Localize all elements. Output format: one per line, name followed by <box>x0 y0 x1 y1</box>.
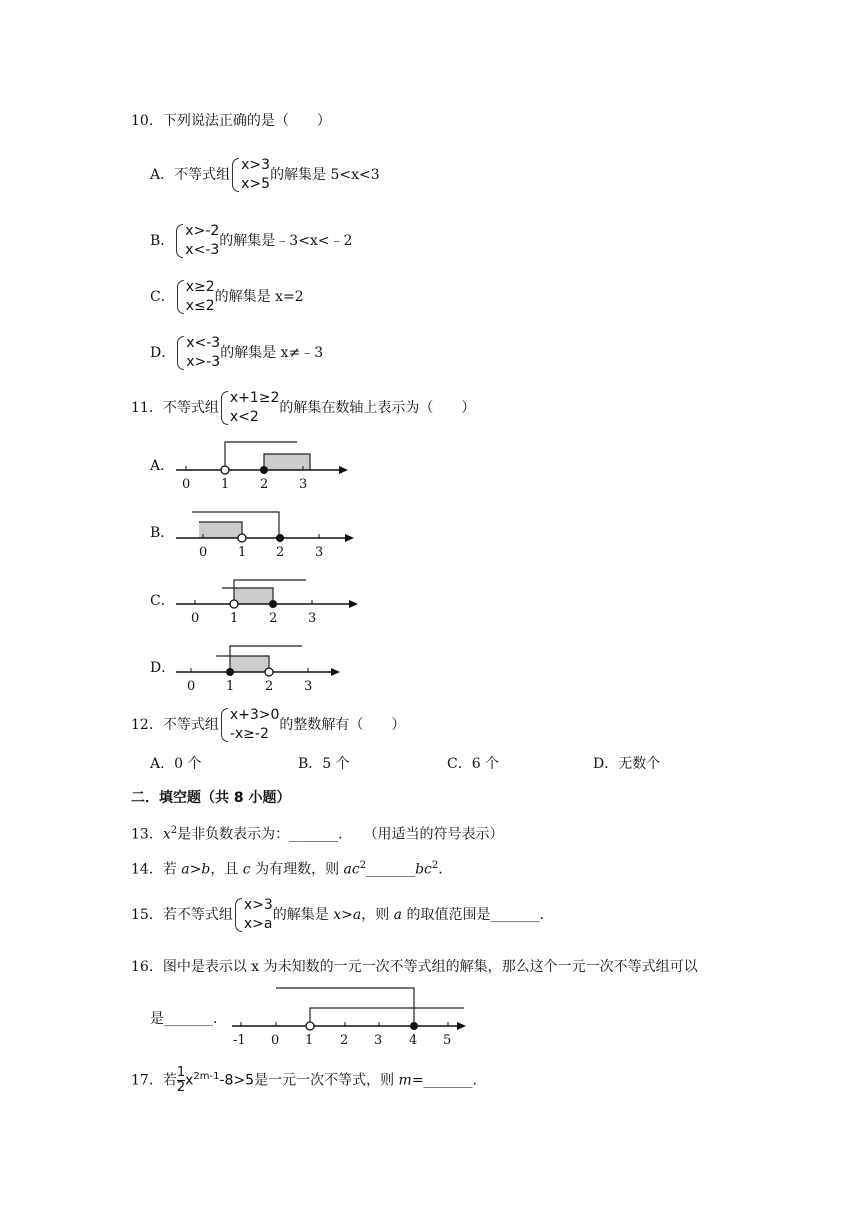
option-label: B． <box>150 233 175 249</box>
tick-label: 5 <box>443 1033 452 1046</box>
q13-text: 是非负数表示为：_______. （用适当的符号表示） <box>177 826 504 843</box>
inequality-system <box>233 896 273 934</box>
q13-exponent: 2 <box>170 825 178 836</box>
q16-line2: 是_______. <box>150 1011 218 1027</box>
q17-var-m: m <box>398 1072 412 1089</box>
q15-text: 的取值范围是_______. <box>402 907 544 923</box>
system-line: x+1≥2 <box>229 390 280 406</box>
q11-option-a-label: A． <box>150 458 175 474</box>
q10-stem: 10．下列说法正确的是（ ） <box>131 113 331 129</box>
q12-stem <box>131 706 405 744</box>
fraction-denominator: 2 <box>176 1080 186 1095</box>
q10-option-b <box>150 222 352 260</box>
q15-text: 的解集是 <box>272 907 334 923</box>
q15 <box>131 896 544 934</box>
tick-label: 3 <box>374 1033 383 1046</box>
tick-label: 2 <box>269 611 278 626</box>
tick-label: 0 <box>271 1033 280 1046</box>
system-line: x≤2 <box>185 298 215 314</box>
tick-label: 2 <box>260 477 269 492</box>
system-line: -x≥-2 <box>229 726 269 742</box>
q15-solution: x>a <box>333 907 362 923</box>
q14-text: 14．若 <box>131 861 182 878</box>
system-line: x>a <box>243 916 273 932</box>
open-point <box>238 534 246 542</box>
q17-pre: 17．若 <box>131 1072 177 1089</box>
section-heading: 二．填空题（共 8 小题） <box>131 790 291 806</box>
q11-stem <box>131 389 475 427</box>
option-label: D． <box>150 345 176 361</box>
closed-point <box>276 534 284 542</box>
tick-label: 1 <box>230 611 239 626</box>
tick-label: 1 <box>226 679 235 694</box>
q14-exponent: 2 <box>359 860 367 871</box>
q13 <box>131 821 504 845</box>
stem-post: 的整数解有（ ） <box>279 717 406 733</box>
closed-point <box>410 1022 418 1030</box>
tick-label: 4 <box>409 1033 418 1046</box>
tick-label: 1 <box>221 477 230 492</box>
tick-label: 2 <box>265 679 274 694</box>
axis-arrow <box>457 1022 466 1030</box>
q12-choice-d: D．无数个 <box>593 756 661 772</box>
tick-label: 3 <box>315 545 324 560</box>
q10-option-a <box>150 156 380 194</box>
q14-blank: _______ <box>366 861 416 878</box>
number-line-q16 <box>228 980 470 1046</box>
q10-option-c <box>150 278 304 316</box>
tick-label: 0 <box>182 477 191 492</box>
stem-pre: 11．不等式组 <box>131 400 219 416</box>
q15-pre: 15．若不等式组 <box>131 907 233 923</box>
number-line-a <box>172 436 352 492</box>
q13-var: x <box>162 826 171 843</box>
system-line: x<2 <box>229 409 259 425</box>
system-line: x+3>0 <box>229 707 280 723</box>
q11-number-line-b <box>172 504 358 564</box>
tick-label: 0 <box>191 611 200 626</box>
q14-var-a: a <box>181 861 190 878</box>
shaded-region <box>234 588 273 604</box>
axis-arrow <box>349 600 358 608</box>
q16-line1: 16．图中是表示以 x 为未知数的一元一次不等式组的解集，那么这个一元一次不等式组可以 <box>131 959 698 975</box>
inequality-system <box>174 222 219 260</box>
tick-label: -1 <box>233 1033 246 1046</box>
open-point <box>221 466 229 474</box>
inequality-system <box>230 156 270 194</box>
q11-number-line-c <box>172 570 362 630</box>
q17-inequality: -8>5 <box>219 1072 255 1089</box>
system-line: x<-3 <box>185 242 220 258</box>
q14-end: . <box>438 861 443 878</box>
number-line-b <box>172 504 358 560</box>
fraction-numerator: 1 <box>176 1065 186 1080</box>
range-bracket <box>310 1008 464 1026</box>
q14-ac: ac <box>343 861 360 878</box>
q12-choice-b: B．5 个 <box>298 756 350 772</box>
system-line: x>3 <box>241 157 271 173</box>
system-line: x>-2 <box>185 223 220 239</box>
stem-pre: 12．不等式组 <box>131 717 219 733</box>
q17-var: x <box>185 1072 194 1089</box>
stem-post: 的解集在数轴上表示为（ ） <box>279 400 476 416</box>
axis-arrow <box>339 466 348 474</box>
q17 <box>131 1066 477 1095</box>
open-point <box>265 668 273 676</box>
system-line: x>5 <box>241 176 271 192</box>
q14-var-c: c <box>242 861 251 878</box>
system-line: x≥2 <box>185 279 215 295</box>
open-point <box>230 600 238 608</box>
fraction <box>177 1066 185 1095</box>
q11-option-d-label: D． <box>150 660 176 676</box>
shaded-region <box>230 656 269 672</box>
q14-var-b: b <box>201 861 211 878</box>
option-label: C． <box>150 289 175 305</box>
axis-arrow <box>331 668 340 676</box>
q14 <box>131 856 443 880</box>
axis-arrow <box>345 534 354 542</box>
q17-text: =_______. <box>411 1072 478 1089</box>
system-line: x>-3 <box>186 354 221 370</box>
q14-text: ，且 <box>210 861 243 878</box>
q11-option-b-label: B． <box>150 525 175 541</box>
q11-option-c-label: C． <box>150 593 175 609</box>
q14-text: 为有理数，则 <box>250 861 344 878</box>
q14-gt: > <box>189 861 202 878</box>
option-pre: 不等式组 <box>174 167 231 183</box>
tick-label: 3 <box>308 611 317 626</box>
tick-label: 3 <box>299 477 308 492</box>
option-text: 的解集是﹣3<x<﹣2 <box>219 233 353 249</box>
q17-text: 是一元一次不等式，则 <box>254 1072 399 1089</box>
q17-exponent: 2m-1 <box>193 1070 220 1082</box>
inequality-system <box>219 389 280 427</box>
tick-label: 2 <box>340 1033 349 1046</box>
number-line-c <box>172 570 362 626</box>
tick-label: 0 <box>199 545 208 560</box>
open-point <box>306 1022 314 1030</box>
closed-point <box>226 668 234 676</box>
tick-label: 1 <box>238 545 247 560</box>
closed-point <box>260 466 268 474</box>
closed-point <box>269 600 277 608</box>
option-text: 的解集是 5<x<3 <box>270 167 380 183</box>
option-text: 的解集是 x≠﹣3 <box>220 345 324 361</box>
inequality-system <box>175 334 220 372</box>
range-bracket <box>276 988 414 1026</box>
inequality-system <box>175 278 215 316</box>
q15-var-a: a <box>393 907 403 923</box>
q11-number-line-a <box>172 436 352 496</box>
q13-number: 13． <box>131 826 163 843</box>
option-text: 的解集是 x=2 <box>214 289 304 305</box>
tick-label: 2 <box>276 545 285 560</box>
system-line: x>3 <box>243 897 273 913</box>
tick-label: 0 <box>187 679 196 694</box>
q14-exponent: 2 <box>431 860 439 871</box>
shaded-region <box>199 522 242 538</box>
number-line-d <box>172 638 344 694</box>
q11-number-line-d <box>172 638 344 698</box>
option-label: A． <box>150 167 175 183</box>
q10-option-d <box>150 334 323 372</box>
q12-choice-c: C．6 个 <box>447 756 500 772</box>
tick-label: 1 <box>305 1033 314 1046</box>
q15-text: ，则 <box>361 907 394 923</box>
system-line: x<-3 <box>186 335 221 351</box>
q14-bc: bc <box>415 861 432 878</box>
tick-label: 3 <box>304 679 313 694</box>
q16-number-line <box>228 980 470 1050</box>
q12-choice-a: A．0 个 <box>150 756 202 772</box>
inequality-system <box>219 706 280 744</box>
